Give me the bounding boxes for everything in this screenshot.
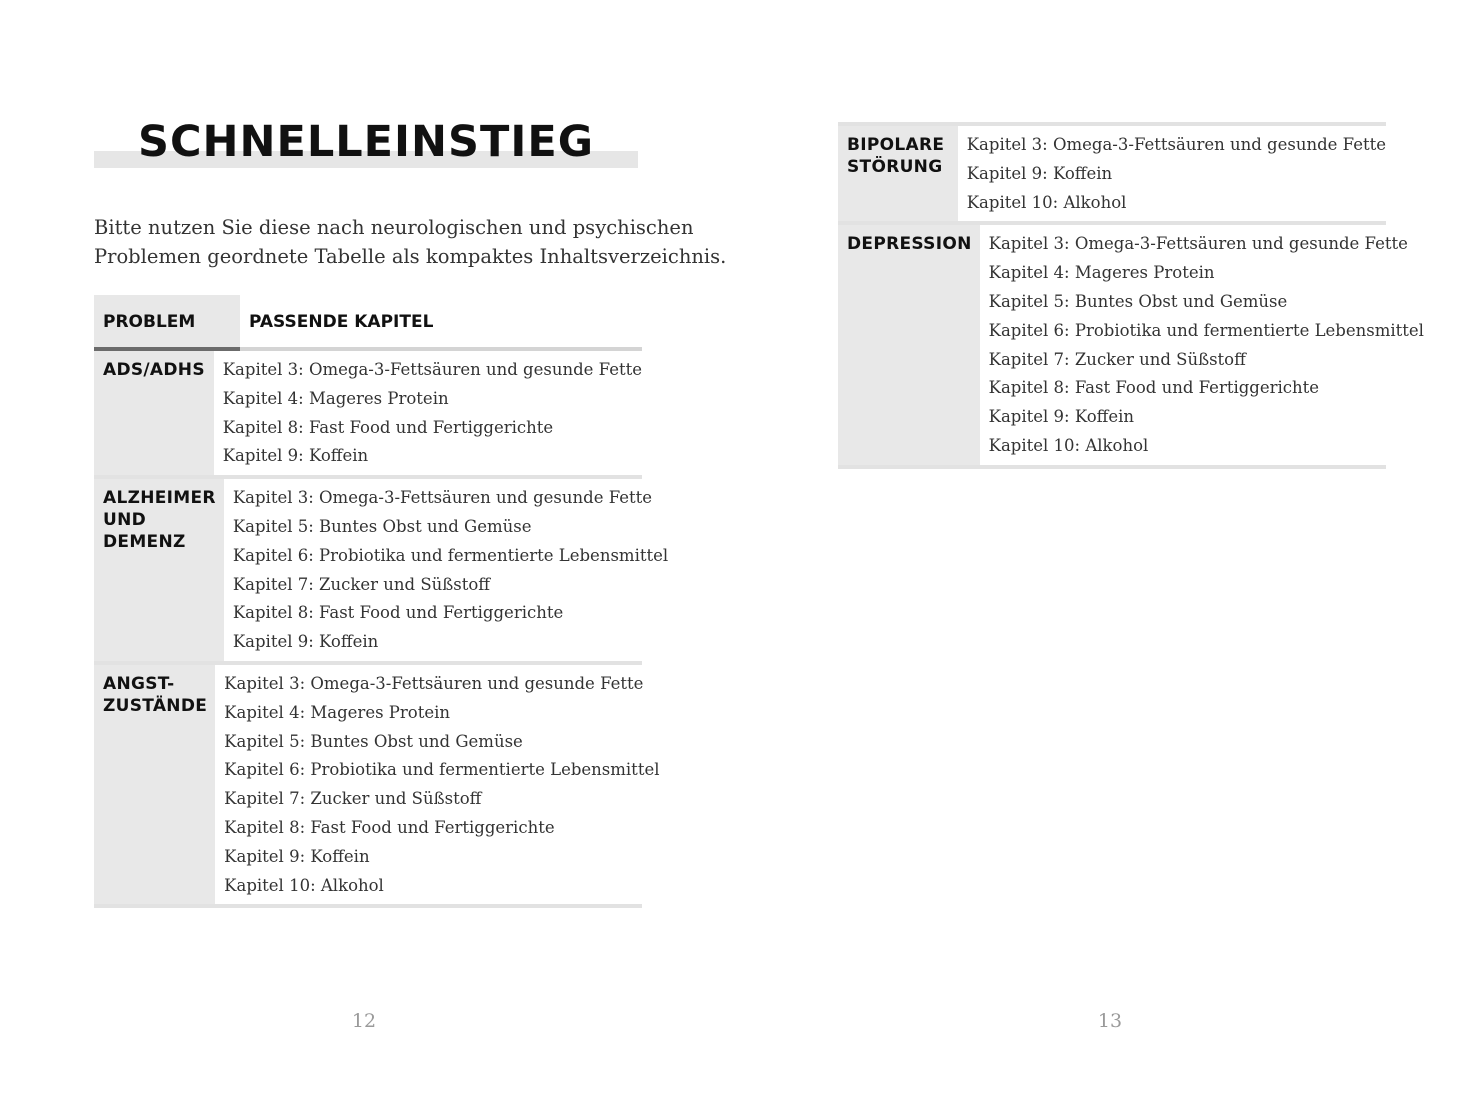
intro-line-2: Problemen geordnete Tabelle als kompaktes Inhaltsverzeichnis. <box>94 245 727 268</box>
table-header <box>94 295 642 347</box>
chapter-item: Kapitel 8: Fast Food und Fertiggerichte <box>988 378 1320 398</box>
chapter-list <box>214 351 642 475</box>
title-block <box>94 112 638 172</box>
chapter-item: Kapitel 8: Fast Food und Fertiggerichte <box>232 603 564 623</box>
chapter-list <box>958 126 1386 221</box>
chapter-item: Kapitel 4: Mageres Protein <box>224 702 451 722</box>
chapter-item: Kapitel 8: Fast Food und Fertiggerichte <box>224 817 555 837</box>
chapter-item: Kapitel 3: Omega-3-Fettsäuren und gesunde Fette <box>222 360 642 379</box>
table-row <box>838 225 1424 468</box>
problem-label: BIPOLARE STÖRUNG <box>838 126 958 221</box>
chapter-item: Kapitel 9: Koffein <box>988 407 1135 427</box>
chapter-item: Kapitel 9: Koffein <box>224 846 370 866</box>
table-row <box>838 122 1386 225</box>
intro-text <box>94 213 727 271</box>
problem-label: ALZHEIMER UND DEMENZ <box>94 479 224 661</box>
chapter-item: Kapitel 6: Probiotika und fermentierte Lebensmittel <box>988 320 1424 340</box>
chapter-item: Kapitel 10: Alkohol <box>966 192 1127 212</box>
table-row <box>94 479 669 665</box>
problem-chapter-table <box>94 295 669 908</box>
chapter-list <box>980 225 1424 464</box>
chapter-list <box>224 479 668 661</box>
table-body <box>838 122 1424 469</box>
problem-chapter-table-continued <box>838 122 1424 469</box>
chapter-item: Kapitel 5: Buntes Obst und Gemüse <box>232 516 532 536</box>
chapter-item: Kapitel 6: Probiotika und fermentierte Lebensmittel <box>232 545 669 565</box>
page-number: 13 <box>1097 1010 1123 1032</box>
chapter-item: Kapitel 7: Zucker und Süßstoff <box>988 349 1246 369</box>
right-page <box>738 0 1476 1104</box>
problem-label: DEPRESSION <box>838 225 980 464</box>
chapter-list <box>215 665 659 904</box>
chapter-item: Kapitel 3: Omega-3-Fettsäuren und gesunde Fette <box>224 673 644 693</box>
chapter-item: Kapitel 4: Mageres Protein <box>988 263 1215 283</box>
chapter-item: Kapitel 7: Zucker und Süßstoff <box>224 789 482 809</box>
chapter-item: Kapitel 3: Omega-3-Fettsäuren und gesunde Fette <box>966 135 1386 154</box>
chapter-item: Kapitel 7: Zucker und Süßstoff <box>232 574 491 594</box>
chapter-item: Kapitel 6: Probiotika und fermentierte Lebensmittel <box>224 760 660 780</box>
page-title: SCHNELLEINSTIEG <box>137 117 594 167</box>
header-chapters: PASSENDE KAPITEL <box>240 295 642 347</box>
chapter-item: Kapitel 9: Koffein <box>222 446 369 466</box>
chapter-item: Kapitel 5: Buntes Obst und Gemüse <box>988 291 1288 311</box>
problem-label: ANGST-ZUSTÄNDE <box>94 665 215 904</box>
chapter-item: Kapitel 8: Fast Food und Fertiggerichte <box>222 417 554 437</box>
chapter-item: Kapitel 3: Omega-3-Fettsäuren und gesunde Fette <box>232 488 653 508</box>
table-row <box>94 665 660 908</box>
header-problem: PROBLEM <box>94 295 240 347</box>
table-body <box>94 351 669 908</box>
chapter-item: Kapitel 4: Mageres Protein <box>222 388 449 408</box>
problem-label: ADS/ADHS <box>94 351 214 475</box>
table-row <box>94 351 642 479</box>
chapter-item: Kapitel 10: Alkohol <box>224 875 384 895</box>
chapter-item: Kapitel 5: Buntes Obst und Gemüse <box>224 731 523 751</box>
chapter-item: Kapitel 9: Koffein <box>966 163 1113 183</box>
chapter-item: Kapitel 10: Alkohol <box>988 435 1149 455</box>
page-number: 12 <box>351 1010 377 1032</box>
intro-line-1: Bitte nutzen Sie diese nach neurologischen und psychischen <box>94 216 694 239</box>
chapter-item: Kapitel 9: Koffein <box>232 632 379 652</box>
chapter-item: Kapitel 3: Omega-3-Fettsäuren und gesunde Fette <box>988 234 1408 254</box>
